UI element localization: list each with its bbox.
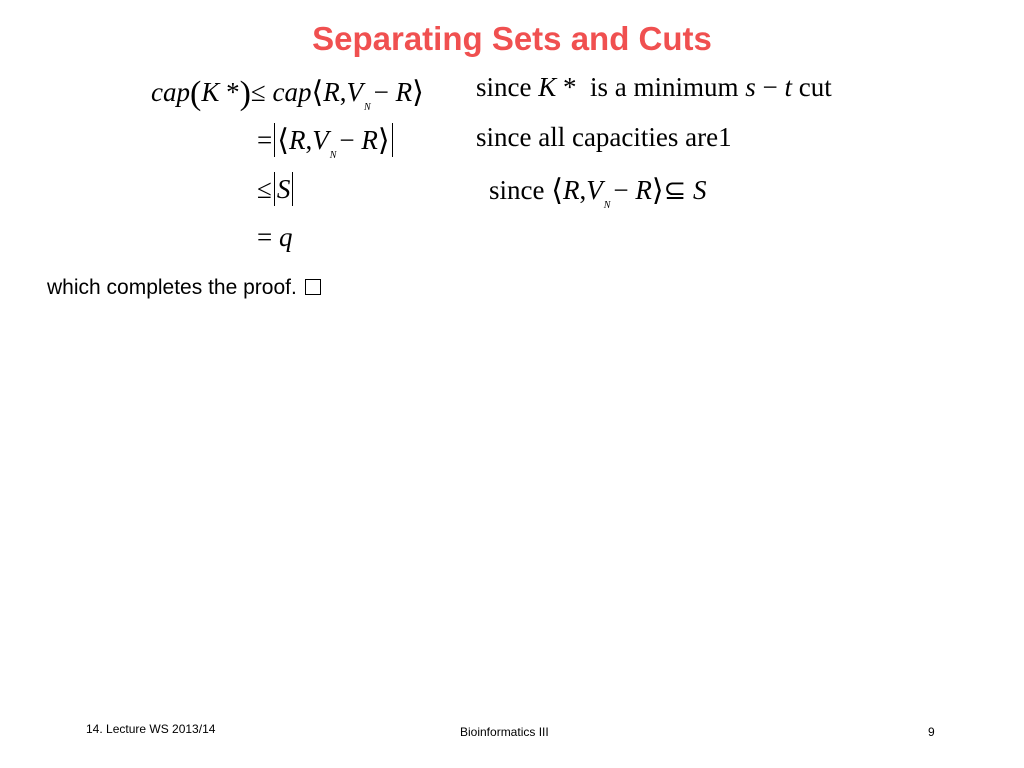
subseteq-symbol: ⊆ bbox=[663, 175, 687, 205]
right-angle: ⟩ bbox=[651, 174, 664, 207]
t-symbol: t bbox=[784, 72, 793, 102]
left-paren: ( bbox=[189, 75, 202, 112]
q-symbol: q bbox=[278, 222, 293, 252]
k-symbol: K bbox=[538, 72, 557, 102]
abs-bar-left bbox=[274, 172, 275, 206]
footer-course: Bioinformatics III bbox=[460, 725, 549, 739]
n-subscript: N bbox=[329, 150, 337, 161]
equation-line-2-rhs: since all capacities are1 bbox=[476, 122, 732, 152]
slide-title: Separating Sets and Cuts bbox=[312, 20, 712, 57]
r-symbol: R bbox=[288, 125, 306, 155]
right-angle: ⟩ bbox=[377, 124, 390, 157]
n-subscript: N bbox=[363, 102, 371, 113]
equation-line-1-lhs: cap(K *)≤ $cap⟨R,V_N-$ R⟩ bbox=[151, 75, 424, 113]
star-symbol: * bbox=[226, 77, 240, 107]
left-angle: ⟨ bbox=[311, 76, 324, 109]
abs-bar-left bbox=[274, 123, 275, 157]
equation-line-3-rhs: since $⟨R,V_N-$ R⟩⊆ S bbox=[489, 174, 707, 211]
r-symbol: R bbox=[635, 175, 652, 205]
since-text: since bbox=[476, 72, 532, 102]
equation-line-1-rhs: since K * is a minimum s − t cut bbox=[476, 72, 832, 102]
cap-text: cap bbox=[272, 77, 312, 107]
s-set-symbol: S bbox=[276, 174, 291, 204]
right-paren: ) bbox=[239, 75, 251, 112]
equals-symbol: = bbox=[257, 222, 273, 252]
equation-line-3-lhs bbox=[257, 172, 295, 206]
since-text: since bbox=[489, 175, 545, 205]
s-set-symbol: S bbox=[692, 175, 707, 205]
r-symbol: R bbox=[361, 125, 378, 155]
equation-line-2-lhs: = $⟨R,V_N-$ R⟩ bbox=[257, 122, 395, 157]
left-angle: ⟨ bbox=[277, 124, 289, 157]
abs-bar-right bbox=[392, 123, 393, 157]
v-symbol: V bbox=[346, 77, 363, 107]
equation-line-4-lhs bbox=[257, 222, 292, 253]
r-symbol: R bbox=[395, 77, 413, 107]
left-angle: ⟨ bbox=[551, 174, 563, 207]
v-symbol: V bbox=[312, 125, 329, 155]
cap-text: cap bbox=[151, 77, 190, 107]
qed-square-icon bbox=[305, 279, 321, 295]
abs-bar-right bbox=[292, 172, 293, 206]
footer-lecture: 14. Lecture WS 2013/14 bbox=[86, 722, 216, 736]
s-symbol: s bbox=[745, 72, 756, 102]
leq-symbol: ≤ bbox=[257, 174, 272, 204]
leq-symbol: ≤ bbox=[250, 77, 266, 107]
r-symbol: R bbox=[323, 77, 340, 107]
footer-page-number: 9 bbox=[928, 725, 935, 739]
right-angle: ⟩ bbox=[412, 76, 424, 109]
k-symbol: K bbox=[201, 77, 220, 107]
conclusion-text: which completes the proof. bbox=[47, 276, 297, 299]
r-symbol: R bbox=[562, 175, 580, 205]
equals-symbol: = bbox=[257, 125, 273, 155]
conclusion-text-row bbox=[47, 276, 321, 300]
cut-text: cut bbox=[798, 72, 832, 102]
v-symbol: V bbox=[586, 175, 603, 205]
star-symbol: * bbox=[563, 72, 577, 102]
minimum-text: is a minimum bbox=[590, 72, 739, 102]
n-subscript: N bbox=[603, 200, 611, 211]
